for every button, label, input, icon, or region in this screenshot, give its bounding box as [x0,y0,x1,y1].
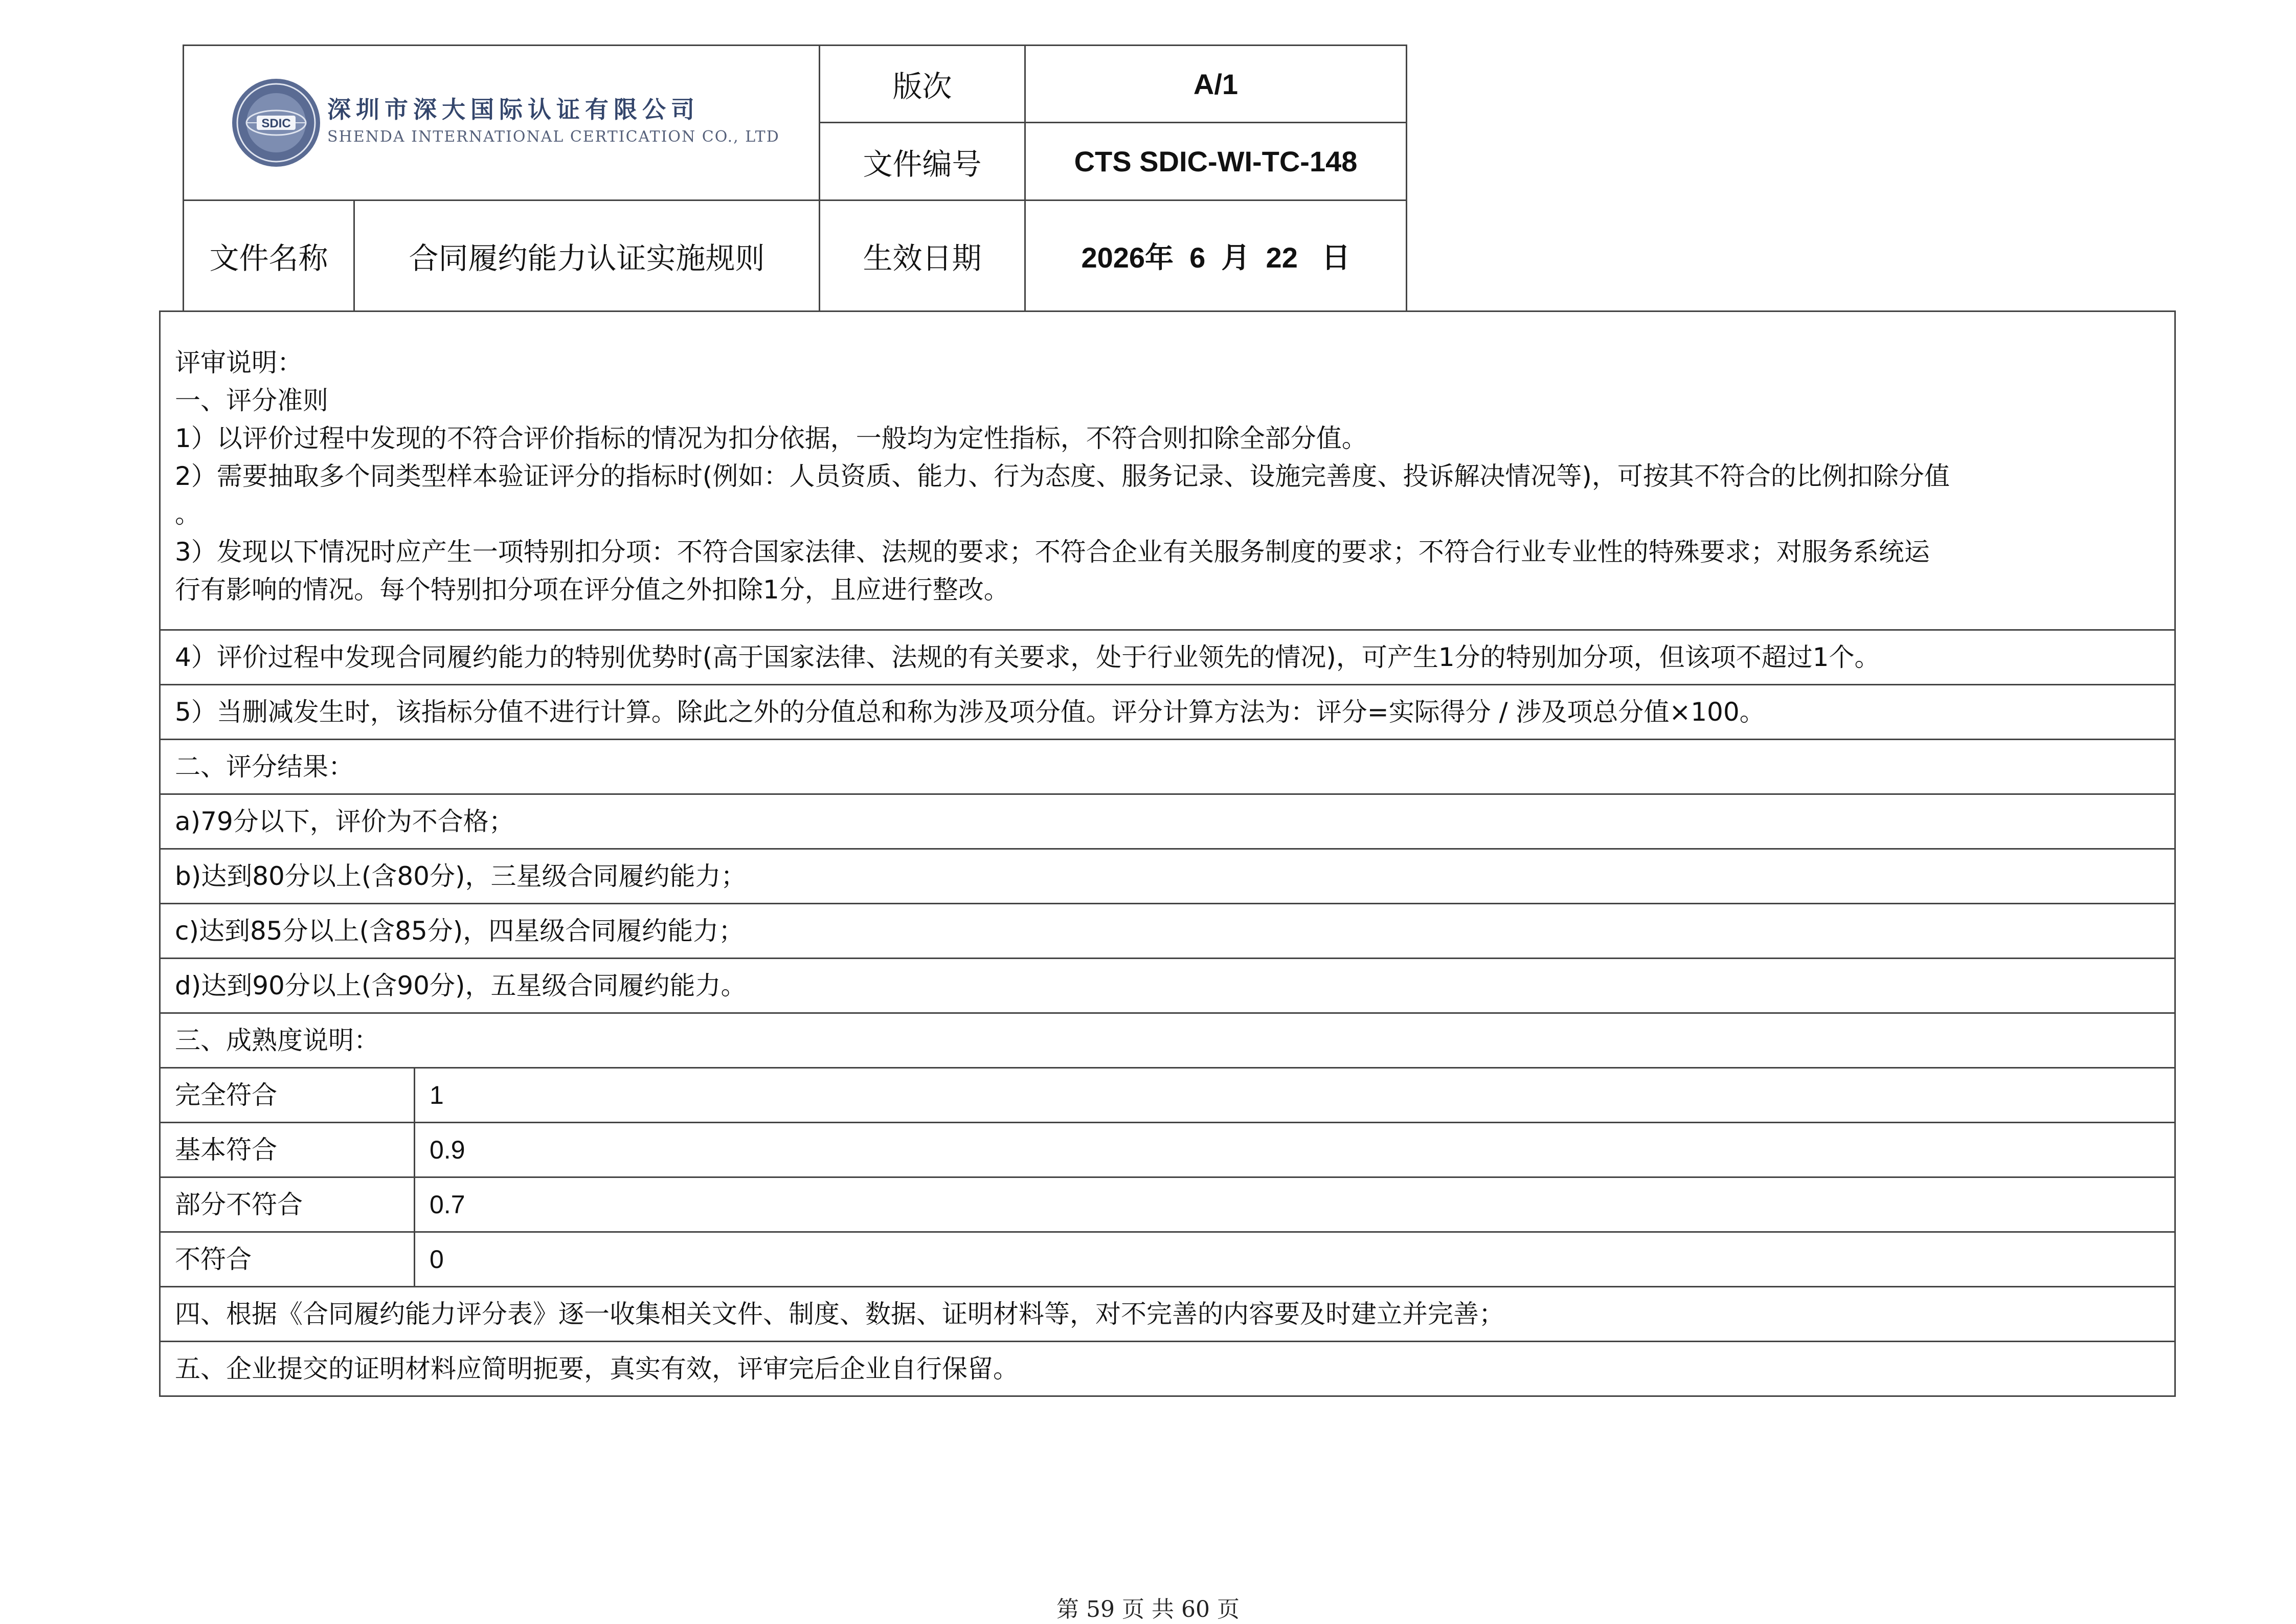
document-header-table [183,45,1407,312]
section-collect-materials: 四、根据《合同履约能力评分表》逐一收集相关文件、制度、数据、证明材料等，对不完善的内容要及时建立并完善； [160,1287,2175,1342]
maturity-label: 基本符合 [160,1123,415,1177]
doc-number-value: CTS SDIC-WI-TC-148 [1025,123,1407,201]
result-d: d)达到90分以上(含90分)，五星级合同履约能力。 [160,959,2175,1013]
effective-date-value: 2026年 6 月 22 日 [1025,201,1407,312]
criteria-item-3-cont: 行有影响的情况。每个特别扣分项在评分值之外扣除1分，且应进行整改。 [175,575,1009,605]
sdic-seal-icon [230,77,322,169]
maturity-value: 0.7 [415,1177,2175,1232]
criteria-item-4: 4）评价过程中发现合同履约能力的特别优势时(高于国家法律、法规的有关要求，处于行业领先的情况)，可产生1分的特别加分项，但该项不超过1个。 [160,630,2175,685]
doc-name-value: 合同履约能力认证实施规则 [354,201,820,312]
result-a: a)79分以下，评价为不合格； [160,794,2175,849]
criteria-item-1: 1）以评价过程中发现的不符合评价指标的情况为扣分依据，一般均为定性指标，不符合则扣除全部分值。 [175,424,1367,453]
maturity-value: 0.9 [415,1123,2175,1177]
maturity-row [160,1177,2175,1232]
version-value: A/1 [1025,46,1407,123]
svg-text:SDIC: SDIC [261,117,291,130]
result-c: c)达到85分以上(含85分)，四星级合同履约能力； [160,904,2175,959]
maturity-value: 1 [415,1068,2175,1123]
page-number: 第 59 页 共 60 页 [1056,1596,1240,1622]
doc-name-label: 文件名称 [184,201,354,312]
maturity-label: 完全符合 [160,1068,415,1123]
logo-cell [184,46,820,201]
maturity-row [160,1232,2175,1287]
company-logo [230,77,834,179]
criteria-item-2: 2）需要抽取多个同类型样本验证评分的指标时(例如：人员资质、能力、行为态度、服务记录、设施完善度、投诉解决情况等)，可按其不符合的比例扣除分值 [175,461,1950,491]
maturity-value: 0 [415,1232,2175,1287]
company-name-cn: 深圳市深大国际认证有限公司 [327,96,700,123]
maturity-row [160,1123,2175,1177]
review-notes-table [159,310,2176,1397]
review-intro-cell [160,312,2175,630]
doc-number-label: 文件编号 [820,123,1025,201]
version-label: 版次 [820,46,1025,123]
criteria-item-5: 5）当删减发生时，该指标分值不进行计算。除此之外的分值总和称为涉及项分值。评分计算方法为：评分=实际得分 / 涉及项总分值×100。 [160,685,2175,740]
section-scoring-criteria: 一、评分准则 [175,386,328,415]
effective-date-label: 生效日期 [820,201,1025,312]
criteria-item-3: 3）发现以下情况时应产生一项特别扣分项：不符合国家法律、法规的要求；不符合企业有关服务制度的要求；不符合行业专业性的特殊要求；对服务系统运 [175,537,1930,567]
maturity-label: 部分不符合 [160,1177,415,1232]
result-b: b)达到80分以上(含80分)，三星级合同履约能力； [160,849,2175,904]
company-name-en: SHENDA INTERNATIONAL CERTICATION CO., LTD [327,128,780,146]
review-title: 评审说明： [175,348,303,377]
maturity-row [160,1068,2175,1123]
section-maturity: 三、成熟度说明： [160,1013,2175,1068]
section-submit-materials: 五、企业提交的证明材料应简明扼要，真实有效，评审完后企业自行保留。 [160,1342,2175,1396]
section-scoring-results: 二、评分结果： [160,740,2175,794]
criteria-item-2-cont: 。 [175,499,200,529]
maturity-label: 不符合 [160,1232,415,1287]
